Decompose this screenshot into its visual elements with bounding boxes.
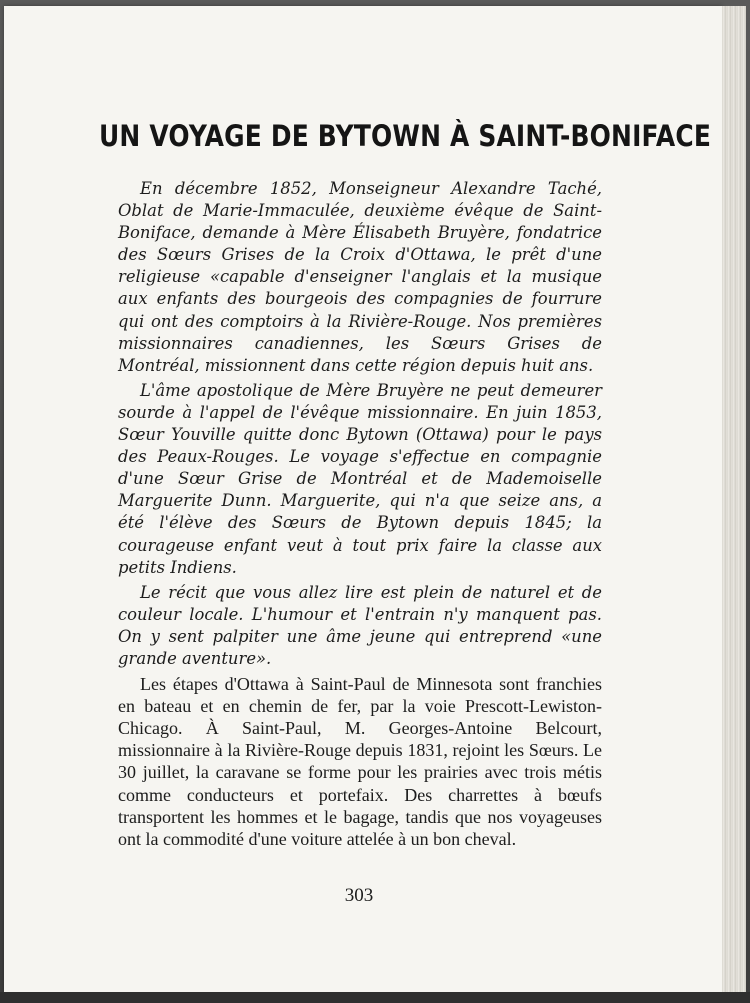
paragraph-1: En décembre 1852, Monseigneur Alexandre Taché, Oblat de Marie-Immaculée, deuxième évêque de Saint-Boniface, demande à Mère Élisabeth Bruyère, fondatrice des Sœurs Grises de la Croix d'Ottawa, le prêt d'une religieuse «capable d'enseigner l'anglais et la musique aux enfants des bourgeois des compagnies de fourrure qui ont des comptoirs à la Rivière-Rouge. Nos premières missionnaires canadiennes, les Sœurs Grises de Montréal, missionnent dans cette région depuis huit ans.	[118, 179, 602, 375]
body-text	[118, 178, 602, 850]
paragraph-3: Le récit que vous allez lire est plein de naturel et de couleur locale. L'humour et l'entrain n'y manquent pas. On y sent palpiter une âme jeune qui entreprend «une grande aventure».	[118, 582, 602, 668]
scan-bottom-edge	[0, 992, 750, 1003]
page-number: 303	[344, 885, 374, 906]
paragraph-4: Les étapes d'Ottawa à Saint-Paul de Minnesota sont franchies en bateau et en chemin de fer, par la voie Prescott-Lewiston-Chicago. À Saint-Paul, M. Georges-Antoine Belcourt, missionnaire à la Rivière-Rouge depuis 1831, rejoint les Sœurs. Le 30 juillet, la caravane se forme pour les prairies avec trois métis comme conducteurs et portefaix. Des charrettes à bœufs transportent les hommes et le bagage, tandis que nos voyageuses ont la commodité d'une voiture attelée à un bon cheval.	[118, 674, 602, 849]
chapter-title: UN VOYAGE DE BYTOWN À SAINT-BONIFACE	[99, 119, 712, 153]
paragraph-2: L'âme apostolique de Mère Bruyère ne peut demeurer sourde à l'appel de l'évêque missionnaire. En juin 1853, Sœur Youville quitte donc Bytown (Ottawa) pour le pays des Peaux-Rouges. Le voyage s'effectue en compagnie d'une Sœur Grise de Montréal et de Mademoiselle Marguerite Dunn. Marguerite, qui n'a que seize ans, a été l'élève des Sœurs de Bytown depuis 1845; la courageuse enfant veut à tout prix faire la classe aux petits Indiens.	[118, 380, 602, 577]
page-stack-edge	[722, 6, 746, 992]
page-sheet	[4, 6, 722, 992]
